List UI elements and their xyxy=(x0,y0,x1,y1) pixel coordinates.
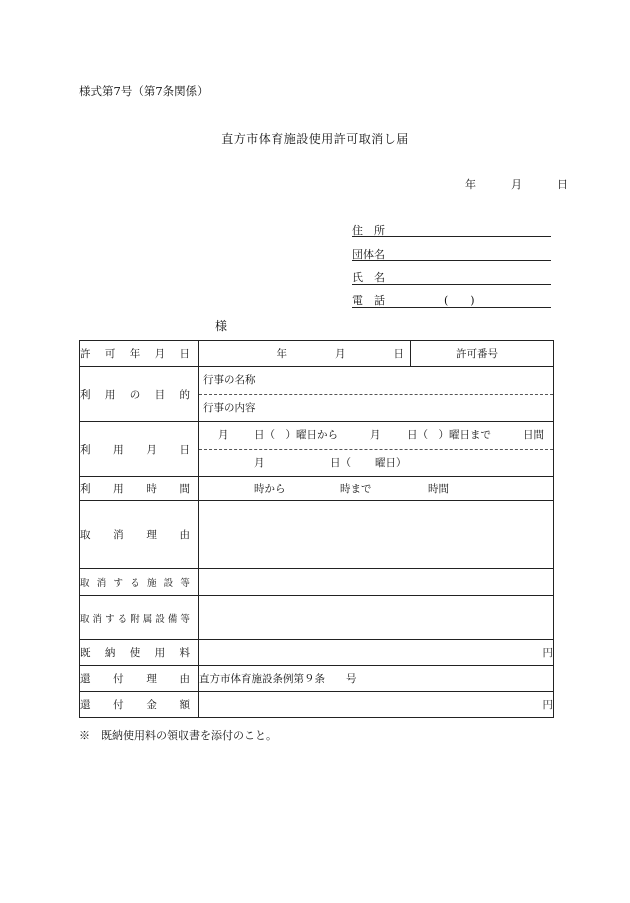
use-date-line-2: 月 日（ 曜日） xyxy=(199,449,553,476)
refund-amount-field[interactable] xyxy=(199,692,554,718)
name-field[interactable] xyxy=(352,266,551,285)
form-number: 様式第7号（第7条関係） xyxy=(79,84,209,98)
name-label: 氏 名 xyxy=(352,271,385,284)
equipment-row xyxy=(80,596,554,640)
permit-date-value[interactable] xyxy=(199,341,411,367)
use-time-from: 時から xyxy=(254,482,286,495)
event-name-label: 行事の名称 xyxy=(203,374,256,386)
facility-field[interactable] xyxy=(199,569,554,596)
address-label: 住 所 xyxy=(352,224,385,237)
permit-day: 日 xyxy=(393,348,404,360)
refund-reason-value: 直方市体育施設条例第９条 号 xyxy=(199,673,357,685)
phone-parens: ( ) xyxy=(444,294,475,307)
use-time-to: 時まで xyxy=(340,482,372,495)
phone-label: 電 話 xyxy=(352,294,385,307)
refund-amount-row xyxy=(80,692,554,718)
purpose-label: 利 用 の 目 的 xyxy=(80,367,199,422)
address-field[interactable] xyxy=(352,218,551,237)
use-time-cell[interactable] xyxy=(199,477,554,501)
cancel-reason-field[interactable] xyxy=(199,501,554,569)
event-content-field[interactable] xyxy=(199,394,553,421)
group-field[interactable] xyxy=(352,242,551,261)
event-content-label: 行事の内容 xyxy=(203,402,256,414)
purpose-row xyxy=(80,367,554,422)
use-time-hours: 時間 xyxy=(428,482,449,495)
permit-date-row xyxy=(80,341,554,367)
event-name-field[interactable] xyxy=(199,367,553,394)
purpose-cell xyxy=(199,367,554,422)
date-year: 年 xyxy=(465,178,476,191)
refund-reason-label: 還 付 理 由 xyxy=(80,666,199,692)
equipment-label: 取 消 す る 附 属 設 備 等 xyxy=(80,596,199,640)
page-title: 直方市体育施設使用許可取消し届 xyxy=(221,132,409,146)
use-date-line-1: 月 日（ ）曜日から 月 日（ ）曜日まで 日間 xyxy=(218,429,544,441)
facility-label: 取 消 す る 施 設 等 xyxy=(80,569,199,596)
facility-row xyxy=(80,569,554,596)
cancel-reason-label: 取 消 理 由 xyxy=(80,501,199,569)
date-day: 日 xyxy=(557,178,568,191)
submission-date xyxy=(465,176,568,192)
date-month: 月 xyxy=(511,178,522,191)
cancel-reason-row xyxy=(80,501,554,569)
use-date-label: 利 用 月 日 xyxy=(80,422,199,477)
use-time-label: 利 用 時 間 xyxy=(80,477,199,501)
paid-fee-label: 既 納 使 用 料 xyxy=(80,640,199,666)
refund-amount-label: 還 付 金 額 xyxy=(80,692,199,718)
permit-date-label: 許 可 年 月 日 xyxy=(80,341,199,367)
use-time-row xyxy=(80,477,554,501)
use-date-cell[interactable] xyxy=(199,422,554,477)
group-label: 団体名 xyxy=(352,248,385,261)
refund-amount-unit: 円 xyxy=(542,699,553,711)
use-date-row xyxy=(80,422,554,477)
permit-number-label: 許可番号 xyxy=(456,348,498,360)
paid-fee-row xyxy=(80,640,554,666)
refund-reason-field[interactable] xyxy=(199,666,554,692)
attachment-note: ※ 既納使用料の領収書を添付のこと。 xyxy=(79,729,277,742)
cancellation-form-table xyxy=(79,340,554,718)
addressee-suffix: 様 xyxy=(215,319,228,333)
refund-reason-row xyxy=(80,666,554,692)
permit-month: 月 xyxy=(335,348,346,360)
paid-fee-field[interactable] xyxy=(199,640,554,666)
permit-number-cell[interactable] xyxy=(411,341,554,367)
paid-fee-unit: 円 xyxy=(542,647,553,659)
permit-year: 年 xyxy=(276,348,287,360)
equipment-field[interactable] xyxy=(199,596,554,640)
